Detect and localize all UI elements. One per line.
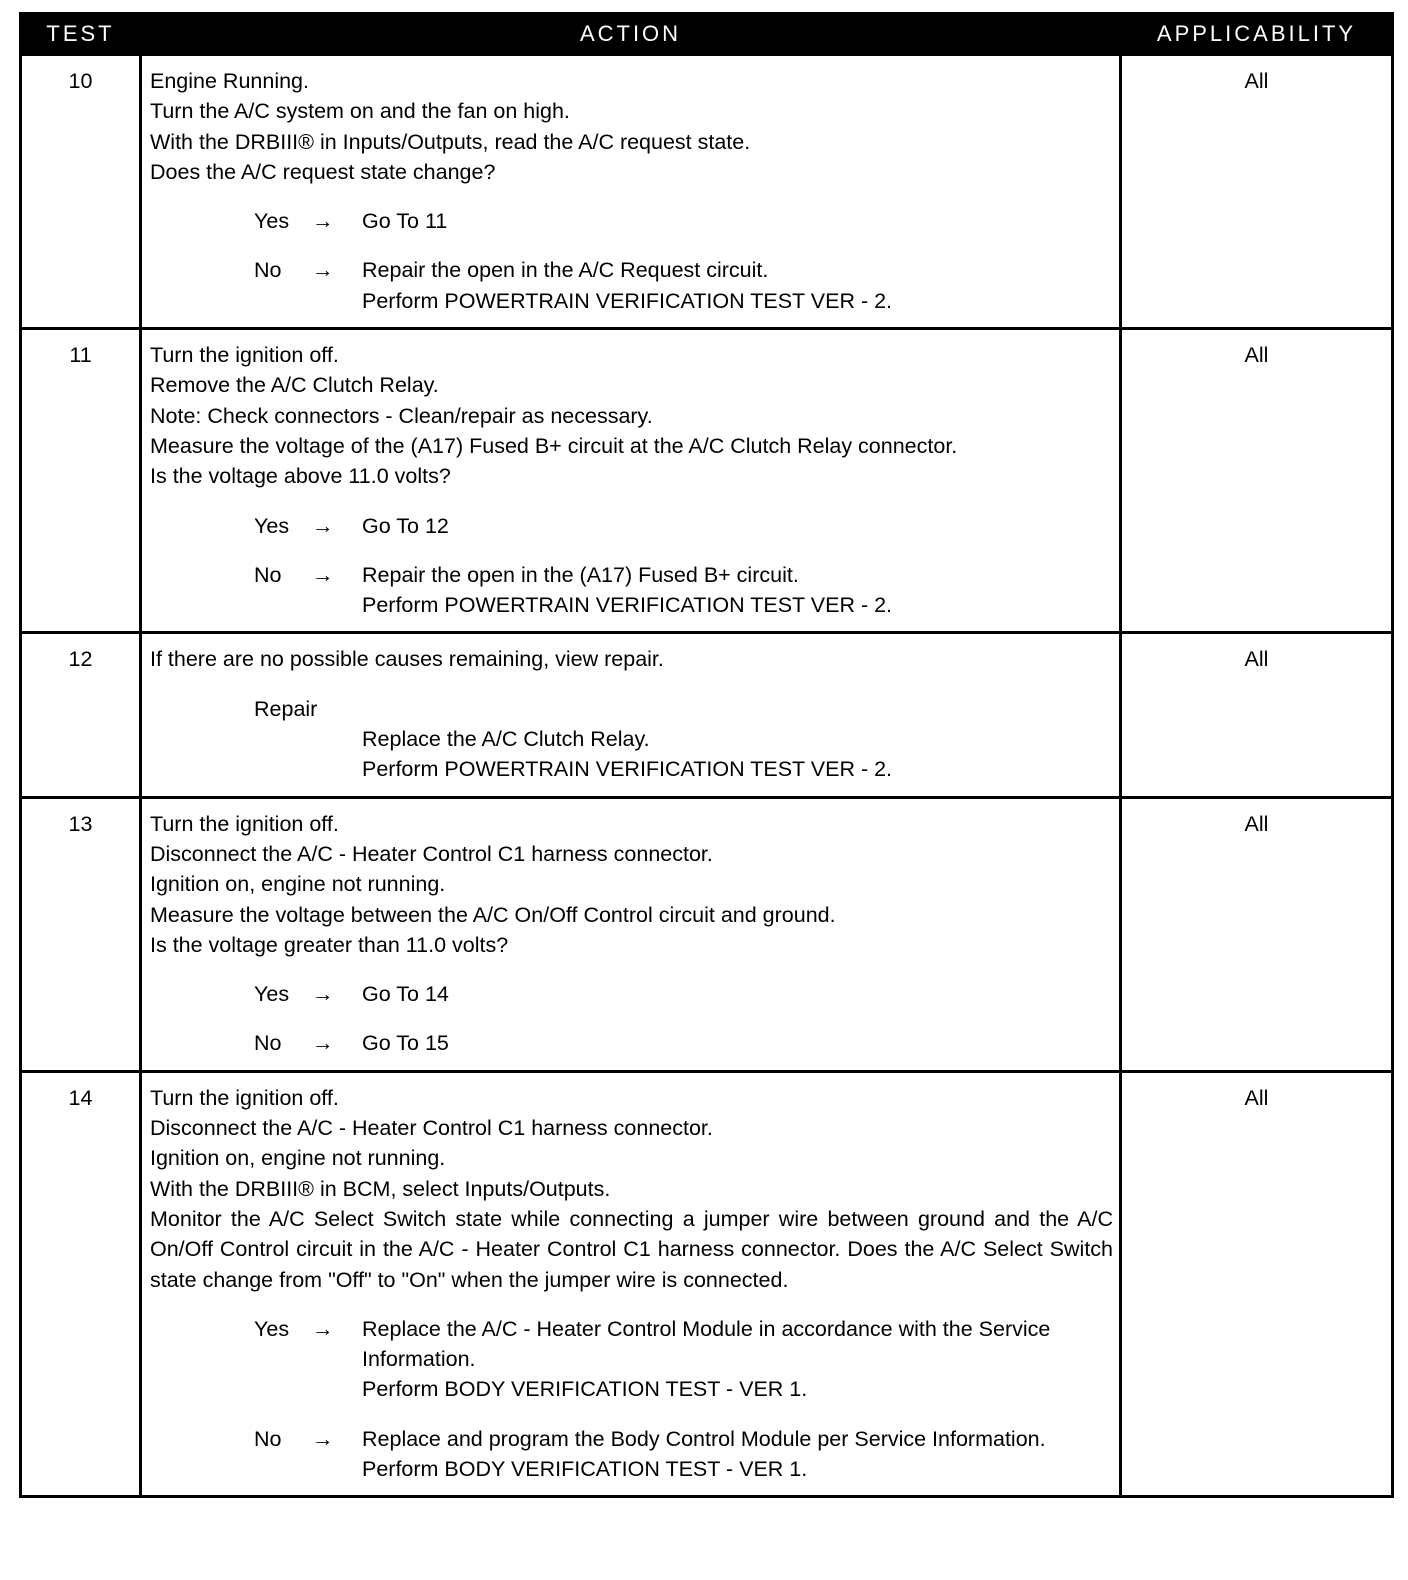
- result-line: Perform POWERTRAIN VERIFICATION TEST VER - 2.: [362, 757, 893, 782]
- result-line: Repair the open in the (A17) Fused B+ circuit.: [362, 562, 799, 587]
- result-line: Repair the open in the A/C Request circuit.: [362, 258, 769, 283]
- arrow-icon: →: [312, 513, 334, 538]
- action-step: Does the A/C request state change?: [150, 159, 496, 184]
- action-step: Turn the A/C system on and the fan on high.: [150, 99, 570, 124]
- no-option: [150, 1424, 1113, 1485]
- action-step: Turn the ignition off.: [150, 343, 339, 368]
- action-step: Measure the voltage of the (A17) Fused B+ circuit at the A/C Clutch Relay connector.: [150, 433, 958, 458]
- table-row-test-10: [21, 55, 1393, 329]
- action-step: Measure the voltage between the A/C On/Off Control circuit and ground.: [150, 902, 836, 927]
- action-step: Turn the ignition off.: [150, 811, 339, 836]
- arrow-icon: →: [312, 1426, 334, 1451]
- applicability-value: All: [1121, 55, 1393, 329]
- result-line: Replace and program the Body Control Module per Service Information.: [362, 1426, 1046, 1451]
- result-line: Perform BODY VERIFICATION TEST - VER 1.: [362, 1377, 808, 1402]
- diagnostic-test-table: [19, 12, 1394, 1498]
- action-step: Is the voltage above 11.0 volts?: [150, 464, 451, 489]
- action-step: Disconnect the A/C - Heater Control C1 harness connector.: [150, 841, 713, 866]
- result-line: Replace the A/C Clutch Relay.: [362, 727, 650, 752]
- action-cell: [141, 797, 1121, 1071]
- result-line: Go To 12: [362, 513, 449, 538]
- action-step: Engine Running.: [150, 69, 309, 93]
- table-row-test-13: [21, 797, 1393, 1071]
- applicability-value: All: [1121, 797, 1393, 1071]
- repair-body: [362, 724, 1113, 785]
- no-label: No: [254, 258, 282, 283]
- test-number: 13: [21, 797, 141, 1071]
- action-step: Ignition on, engine not running.: [150, 872, 446, 897]
- result-line: Perform POWERTRAIN VERIFICATION TEST VER - 2.: [362, 288, 893, 313]
- header-test: TEST: [21, 14, 141, 55]
- applicability-value: All: [1121, 329, 1393, 633]
- yes-option: [150, 206, 1113, 236]
- test-number: 14: [21, 1071, 141, 1497]
- no-result: [362, 560, 1113, 621]
- action-cell: [141, 633, 1121, 797]
- arrow-icon: →: [312, 209, 334, 234]
- action-step: Remove the A/C Clutch Relay.: [150, 373, 439, 398]
- test-number: 10: [21, 55, 141, 329]
- no-result: [362, 1028, 1113, 1058]
- yes-option: [150, 1314, 1113, 1405]
- result-line: Go To 11: [362, 209, 448, 234]
- no-result: [362, 255, 1113, 316]
- arrow-icon: →: [312, 258, 334, 283]
- header-applicability: APPLICABILITY: [1121, 14, 1393, 55]
- yes-option: [150, 979, 1113, 1009]
- no-label: No: [254, 1031, 282, 1056]
- action-step: Turn the ignition off.: [150, 1085, 339, 1110]
- action-step: If there are no possible causes remaining, view repair.: [150, 647, 664, 672]
- arrow-icon: →: [312, 1316, 334, 1341]
- yes-result: [362, 511, 1113, 541]
- test-number: 12: [21, 633, 141, 797]
- yes-label: Yes: [254, 982, 290, 1007]
- arrow-icon: →: [312, 982, 334, 1007]
- applicability-value: All: [1121, 633, 1393, 797]
- result-line: Replace the A/C - Heater Control Module in accordance with the Service Information.: [362, 1316, 1051, 1372]
- action-step: With the DRBIII® in BCM, select Inputs/Outputs.: [150, 1176, 611, 1201]
- action-step: Is the voltage greater than 11.0 volts?: [150, 932, 509, 957]
- yes-label: Yes: [254, 513, 290, 538]
- no-result: [362, 1424, 1113, 1485]
- result-line: Perform POWERTRAIN VERIFICATION TEST VER - 2.: [362, 593, 893, 618]
- yes-label: Yes: [254, 1316, 290, 1341]
- no-label: No: [254, 562, 282, 587]
- yes-label: Yes: [254, 209, 290, 234]
- table-row-test-11: [21, 329, 1393, 633]
- applicability-value: All: [1121, 1071, 1393, 1497]
- action-step: Ignition on, engine not running.: [150, 1146, 446, 1171]
- arrow-icon: →: [312, 562, 334, 587]
- yes-option: [150, 511, 1113, 541]
- diagnostic-table-container: [19, 12, 1391, 1498]
- repair-label: Repair: [254, 696, 318, 721]
- table-row-test-12: [21, 633, 1393, 797]
- action-step: Note: Check connectors - Clean/repair as necessary.: [150, 403, 653, 428]
- table-row-test-14: [21, 1071, 1393, 1497]
- yes-result: [362, 206, 1113, 236]
- arrow-icon: →: [312, 1031, 334, 1056]
- result-line: Go To 15: [362, 1031, 449, 1056]
- action-cell: [141, 329, 1121, 633]
- table-header-row: [21, 14, 1393, 55]
- action-paragraph: Monitor the A/C Select Switch state while connecting a jumper wire between ground and the A/C On/Off Control circuit in the A/C - Heater Control C1 harness connector. Does the A/C Select Switch state change from "Off" to "On" when the jumper wire is connected.: [150, 1206, 1113, 1292]
- yes-result: [362, 979, 1113, 1009]
- no-label: No: [254, 1426, 282, 1451]
- action-cell: [141, 55, 1121, 329]
- action-step: Disconnect the A/C - Heater Control C1 harness connector.: [150, 1116, 713, 1141]
- no-option: [150, 1028, 1113, 1058]
- test-number: 11: [21, 329, 141, 633]
- no-option: [150, 255, 1113, 316]
- action-cell: [141, 1071, 1121, 1497]
- result-line: Perform BODY VERIFICATION TEST - VER 1.: [362, 1456, 808, 1481]
- yes-result: [362, 1314, 1113, 1405]
- action-step: With the DRBIII® in Inputs/Outputs, read the A/C request state.: [150, 129, 751, 154]
- no-option: [150, 560, 1113, 621]
- result-line: Go To 14: [362, 982, 449, 1007]
- header-action: ACTION: [141, 14, 1121, 55]
